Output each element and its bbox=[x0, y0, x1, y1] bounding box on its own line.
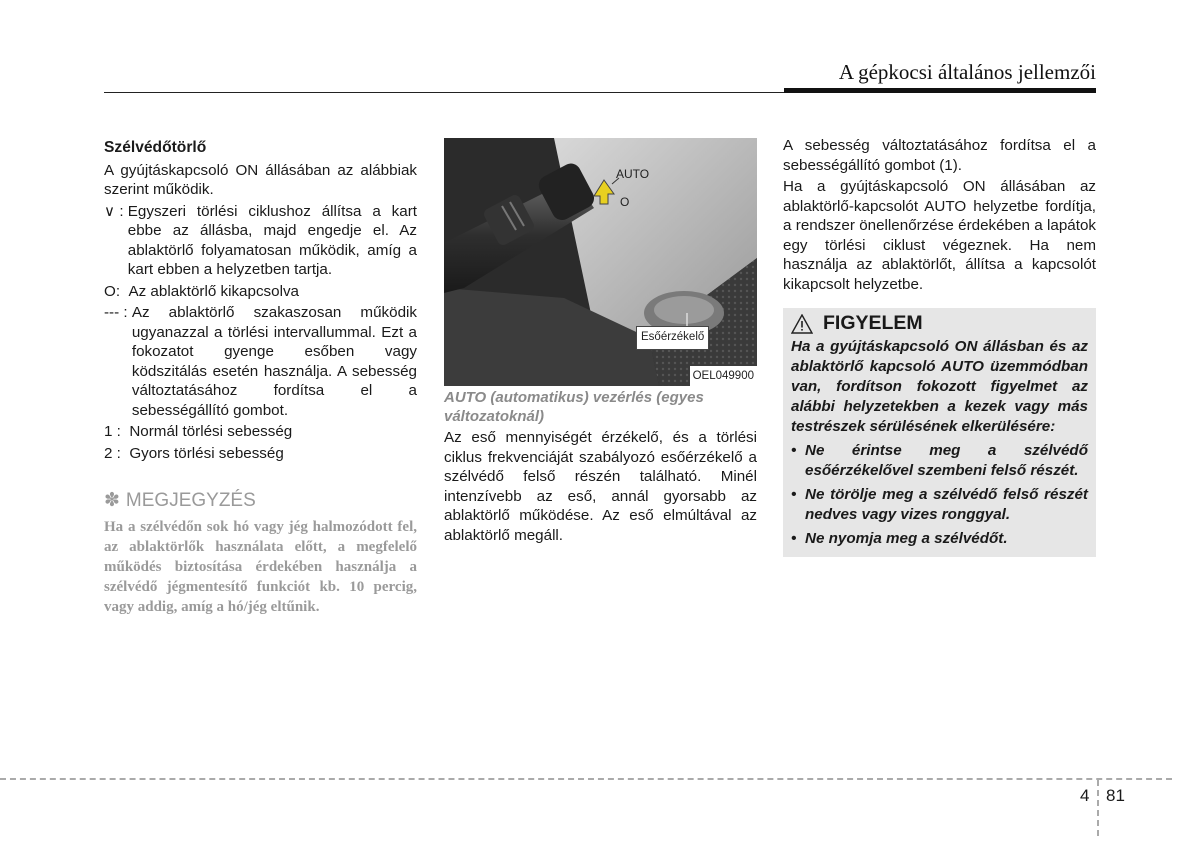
list-item bbox=[104, 202, 417, 280]
item-key: O: bbox=[104, 282, 129, 300]
item-key: ∨ : bbox=[104, 202, 128, 220]
list-item bbox=[104, 422, 417, 442]
item-text: Az ablaktörlő kikapcsolva bbox=[128, 282, 300, 300]
bullet-icon: • bbox=[791, 486, 797, 503]
warning-bullet bbox=[791, 441, 1088, 481]
item-text: Gyors törlési sebesség bbox=[129, 444, 284, 462]
wiper-switch-photo bbox=[444, 138, 757, 386]
auto-control-text: Az eső mennyiségét érzékelő, és a törlési ciklus frekvenciáját szabályozó esőérzékelő a szélvédő felső részén található. Minél intenzívebb az eső, annál gyorsabb az ablaktörlő működése. Az eső elmúltával az ablaktörlő megáll. bbox=[444, 429, 757, 544]
item-key: 1 : bbox=[104, 423, 130, 440]
figure-caption: AUTO (automatikus) vezérlés (egyes változatoknál) bbox=[444, 389, 704, 425]
column-right bbox=[783, 136, 1096, 557]
note-heading bbox=[104, 491, 417, 511]
list-item bbox=[104, 444, 417, 464]
warning-bullet bbox=[791, 485, 1088, 525]
footer-rule bbox=[0, 778, 1172, 780]
warning-box bbox=[783, 308, 1096, 557]
warning-triangle-icon bbox=[791, 314, 813, 334]
item-key: 2 : bbox=[104, 444, 130, 462]
warning-text bbox=[791, 337, 1088, 549]
note-text: Ha a szélvédőn sok hó vagy jég halmozódott fel, az ablaktörlők használata előtt, a megfelelő működés biztosítása érdekében használja a szélvédő jégmentesítő funkciót kb. 10 percig, vagy addig, amíg a hó/jég eltűnik. bbox=[104, 518, 417, 615]
bullet-text: Ne törölje meg a szélvédő felső részét nedves vagy vizes ronggyal. bbox=[805, 486, 1088, 523]
list-item bbox=[104, 282, 417, 302]
section-heading: Szélvédőtörlő bbox=[104, 139, 207, 156]
header-rule bbox=[104, 92, 784, 93]
auto-mode-text: Ha a gyújtáskapcsoló ON állásában az ablaktörlő-kapcsolót AUTO helyzetbe fordítja, a rendszer önellenőrzése érdekében a lapátok egy törlési ciklust végeznek. Ha nem használja az ablaktörlőt, állítsa a kapcsolót kikapcsolt helyzetbe. bbox=[783, 178, 1096, 293]
column-left bbox=[104, 138, 417, 617]
asterisk-icon: ✽ bbox=[104, 490, 120, 511]
photo-illustration bbox=[444, 138, 757, 386]
item-key: --- : bbox=[104, 304, 132, 321]
list-item bbox=[104, 303, 417, 420]
header-rule-bold bbox=[784, 88, 1096, 93]
bullet-text: Ne érintse meg a szélvédő esőérzékelővel szembeni felső részét. bbox=[805, 442, 1088, 479]
rain-sensor-label: Esőérzékelő bbox=[636, 326, 709, 350]
bullet-text: Ne nyomja meg a szélvédőt. bbox=[805, 530, 1008, 547]
item-text: Egyszeri törlési ciklushoz állítsa a kart ebbe az állásba, majd engedje el. Az ablaktörlő folyamatosan működik, amíg a kart ebben a helyzetben tartja. bbox=[127, 202, 417, 278]
bullet-icon: • bbox=[791, 530, 797, 547]
speed-text: A sebesség változtatásához fordítsa el a sebességállító gombot (1). bbox=[783, 137, 1096, 174]
footer-divider bbox=[1097, 780, 1099, 836]
warning-title: FIGYELEM bbox=[823, 312, 923, 335]
page-number: 81 bbox=[1106, 786, 1125, 805]
page-header-title: A gépkocsi általános jellemzői bbox=[838, 60, 1096, 84]
intro-text: A gyújtáskapcsoló ON állásában az alábbiak szerint működik. bbox=[104, 161, 417, 198]
bullet-icon: • bbox=[791, 442, 797, 459]
column-middle bbox=[444, 138, 757, 545]
switch-auto-label: AUTO bbox=[616, 167, 650, 181]
warning-heading bbox=[791, 314, 1088, 334]
section-number: 4 bbox=[1080, 786, 1090, 805]
switch-off-label: O bbox=[620, 195, 630, 209]
warning-bullet bbox=[791, 529, 1088, 549]
note-title: MEGJEGYZÉS bbox=[125, 490, 256, 511]
figure-code: OEL049900 bbox=[690, 366, 757, 386]
item-text: Normál törlési sebesség bbox=[129, 423, 293, 440]
item-text: Az ablaktörlő szakaszosan működik ugyanazzal a törlési intervallummal. Ezt a fokozatot gyenge esőben vagy ködszitálás esetén használja. A sebesség változtatásához fordítsa el a sebességállító gombot. bbox=[131, 304, 417, 419]
warning-intro: Ha a gyújtáskapcsoló ON állásban és az ablaktörlő kapcsoló AUTO üzemmódban van, fordítson fokozott figyelmet az alábbi helyzetekben a kezek vagy más testrészek sérülésének elkerülésére: bbox=[791, 338, 1088, 435]
